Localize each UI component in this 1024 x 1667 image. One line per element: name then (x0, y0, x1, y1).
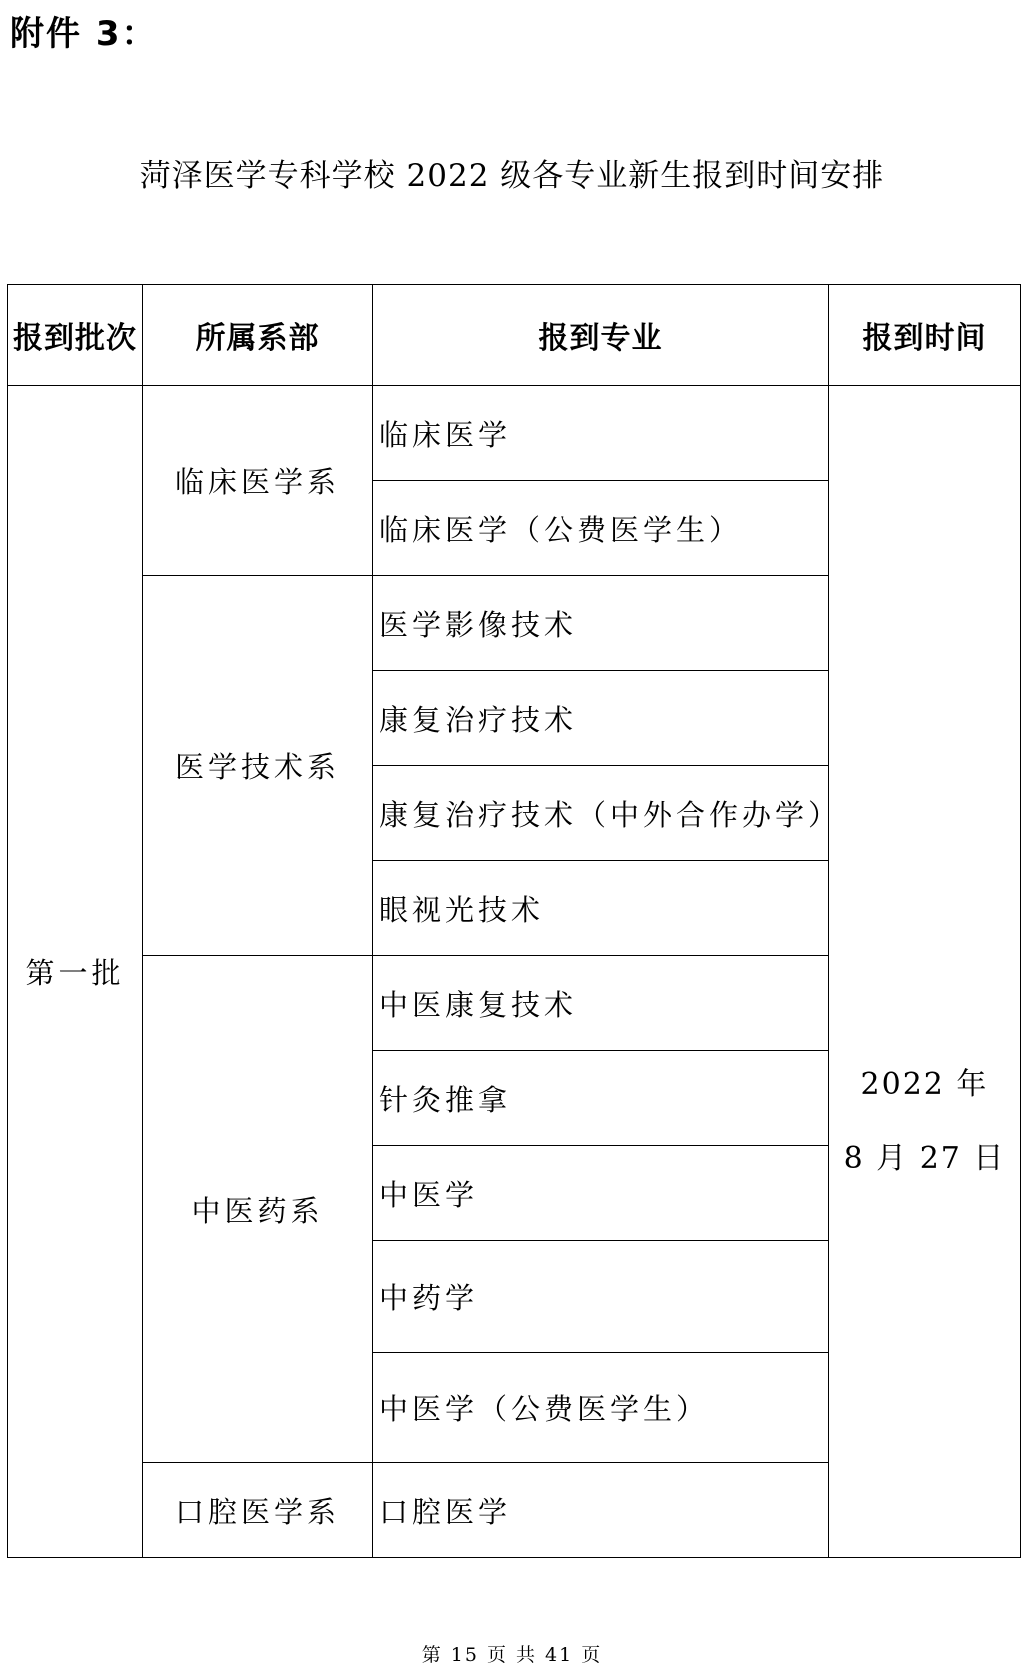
major-cell: 医学影像技术 (373, 576, 829, 671)
attachment-label: 附件 3： (10, 14, 158, 54)
date-day: 8 月 27 日 (843, 1140, 1006, 1176)
major-cell: 康复治疗技术 (373, 671, 829, 766)
major-cell: 中医学（公费医学生） (373, 1353, 829, 1463)
date-cell (829, 386, 1021, 1558)
major-cell: 临床医学（公费医学生） (373, 481, 829, 576)
major-cell: 眼视光技术 (373, 861, 829, 956)
batch-cell: 第一批 (8, 386, 143, 1558)
header-major: 报到专业 (373, 285, 829, 386)
department-cell: 医学技术系 (143, 576, 373, 956)
header-time: 报到时间 (829, 285, 1021, 386)
department-cell: 口腔医学系 (143, 1463, 373, 1558)
header-batch: 报到批次 (8, 285, 143, 386)
major-cell: 康复治疗技术（中外合作办学） (373, 766, 829, 861)
major-cell: 临床医学 (373, 386, 829, 481)
department-cell: 中医药系 (143, 956, 373, 1463)
major-cell: 中医学 (373, 1146, 829, 1241)
schedule-table (7, 284, 1021, 1558)
page-footer: 第 15 页 共 41 页 (421, 1644, 603, 1666)
major-cell: 口腔医学 (373, 1463, 829, 1558)
header-row (8, 285, 1021, 386)
major-cell: 中药学 (373, 1241, 829, 1353)
date-year: 2022 年 (860, 1066, 989, 1102)
document-title: 菏泽医学专科学校 2022 级各专业新生报到时间安排 (139, 158, 885, 194)
major-cell: 中医康复技术 (373, 956, 829, 1051)
table-row (8, 386, 1021, 481)
major-cell: 针灸推拿 (373, 1051, 829, 1146)
department-cell: 临床医学系 (143, 386, 373, 576)
header-department: 所属系部 (143, 285, 373, 386)
